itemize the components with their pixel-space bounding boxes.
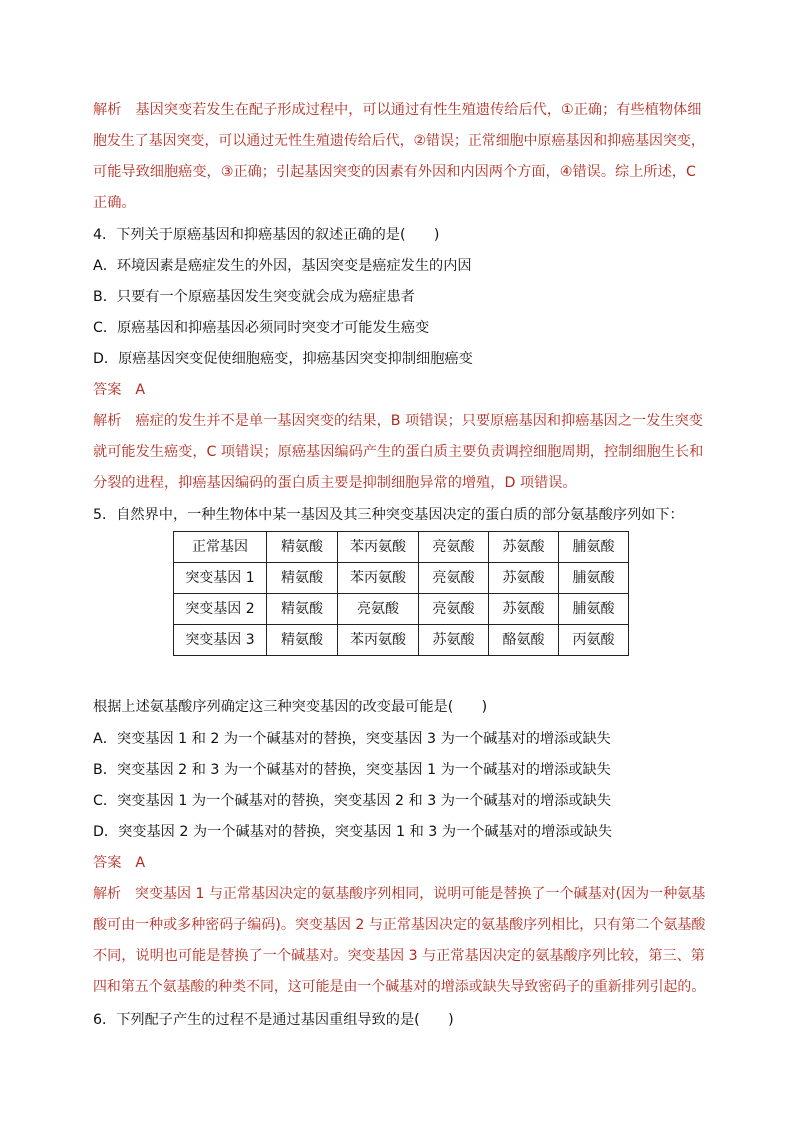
- table-cell: 亮氨酸: [419, 594, 489, 625]
- table-cell: 精氨酸: [267, 625, 338, 656]
- question-6-stem: 6．下列配子产生的过程不是通过基因重组导致的是( ): [93, 1012, 454, 1028]
- answer-value: A: [135, 382, 146, 398]
- question-4-option-d: D．原癌基因突变促使细胞癌变，抑癌基因突变抑制细胞癌变: [93, 351, 473, 367]
- table-cell: 苯丙氨酸: [338, 532, 419, 563]
- amino-acid-table: [173, 531, 629, 656]
- answer-value: A: [135, 855, 146, 871]
- table-cell: 苏氨酸: [419, 625, 489, 656]
- table-cell: 亮氨酸: [419, 532, 489, 563]
- question-5-option-d: D．突变基因 2 为一个碱基对的替换，突变基因 1 和 3 为一个碱基对的增添或缺失: [93, 824, 613, 840]
- table-row: [174, 594, 629, 625]
- explanation-line: 正确。: [93, 195, 136, 211]
- table-cell: 正常基因: [174, 532, 267, 563]
- table-cell: 丙氨酸: [559, 625, 629, 656]
- table-cell: 亮氨酸: [338, 594, 419, 625]
- table-cell: 精氨酸: [267, 532, 338, 563]
- table-row: [174, 532, 629, 563]
- table-cell: 苏氨酸: [489, 532, 559, 563]
- explanation-line: 解析 突变基因 1 与正常基因决定的氨基酸序列相同，说明可能是替换了一个碱基对(因为一种氨基: [93, 886, 706, 902]
- explanation-tag: 解析: [93, 886, 122, 902]
- explanation-line: 酸可由一种或多种密码子编码)。突变基因 2 与正常基因决定的氨基酸序列相比，只有第二个氨基酸: [93, 917, 706, 933]
- table-cell: 精氨酸: [267, 594, 338, 625]
- question-5-prompt: 根据上述氨基酸序列确定这三种突变基因的改变最可能是( ): [93, 699, 488, 715]
- explanation-line: 就可能发生癌变，C 项错误；原癌基因编码产生的蛋白质主要负责调控细胞周期，控制细胞生长和: [93, 444, 704, 460]
- explanation-line: 可能导致细胞癌变，③正确；引起基因突变的因素有外因和内因两个方面，④错误。综上所述，C: [93, 164, 696, 180]
- explanation-line: 分裂的进程，抑癌基因编码的蛋白质主要是抑制细胞异常的增殖，D 项错误。: [93, 475, 577, 491]
- question-4-option-b: B．只要有一个原癌基因发生突变就会成为癌症患者: [93, 289, 415, 305]
- table-cell: 突变基因 1: [174, 563, 267, 594]
- table-row: [174, 563, 629, 594]
- table-cell: 酪氨酸: [489, 625, 559, 656]
- table-cell: 脯氨酸: [559, 563, 629, 594]
- table-cell: 精氨酸: [267, 563, 338, 594]
- answer-tag: 答案: [93, 382, 122, 398]
- explanation-line: 胞发生了基因突变，可以通过无性生殖遗传给后代，②错误；正常细胞中原癌基因和抑癌基因突变，: [93, 133, 705, 149]
- explanation-tag: 解析: [93, 413, 122, 429]
- answer-tag: 答案: [93, 855, 122, 871]
- table-cell: 苯丙氨酸: [338, 625, 419, 656]
- table-cell: 亮氨酸: [419, 563, 489, 594]
- explanation-line: 四和第五个氨基酸的种类不同，这可能是由一个碱基对的增添或缺失导致密码子的重新排列引起的。: [93, 979, 706, 995]
- question-5-stem: 5．自然界中，一种生物体中某一基因及其三种突变基因决定的蛋白质的部分氨基酸序列如下：: [93, 507, 684, 523]
- question-4-option-c: C．原癌基因和抑癌基因必须同时突变才可能发生癌变: [93, 320, 430, 336]
- table-row: [174, 625, 629, 656]
- explanation-line: 解析 癌症的发生并不是单一基因突变的结果，B 项错误；只要原癌基因和抑癌基因之一发生突变: [93, 413, 703, 429]
- table-cell: 突变基因 2: [174, 594, 267, 625]
- table-cell: 脯氨酸: [559, 594, 629, 625]
- question-5-option-b: B．突变基因 2 和 3 为一个碱基对的替换，突变基因 1 为一个碱基对的增添或缺失: [93, 762, 611, 778]
- table-cell: 突变基因 3: [174, 625, 267, 656]
- table-cell: 苏氨酸: [489, 594, 559, 625]
- question-5-option-a: A．突变基因 1 和 2 为一个碱基对的替换，突变基因 3 为一个碱基对的增添或缺失: [93, 731, 611, 747]
- question-4-stem: 4．下列关于原癌基因和抑癌基因的叙述正确的是( ): [93, 227, 440, 243]
- question-5-option-c: C．突变基因 1 为一个碱基对的替换，突变基因 2 和 3 为一个碱基对的增添或缺失: [93, 793, 612, 809]
- explanation-line: 解析 基因突变若发生在配子形成过程中，可以通过有性生殖遗传给后代，①正确；有些植物体细: [93, 102, 702, 118]
- table-cell: 苏氨酸: [489, 563, 559, 594]
- table-cell: 苯丙氨酸: [338, 563, 419, 594]
- explanation-line: 不同，说明也可能是替换了一个碱基对。突变基因 3 与正常基因决定的氨基酸序列比较，第三、第: [93, 948, 705, 964]
- question-4-option-a: A．环境因素是癌症发生的外因，基因突变是癌症发生的内因: [93, 258, 472, 274]
- question-5-answer: [93, 853, 145, 873]
- table-cell: 脯氨酸: [559, 532, 629, 563]
- question-4-answer: [93, 380, 145, 400]
- explanation-tag: 解析: [93, 102, 122, 118]
